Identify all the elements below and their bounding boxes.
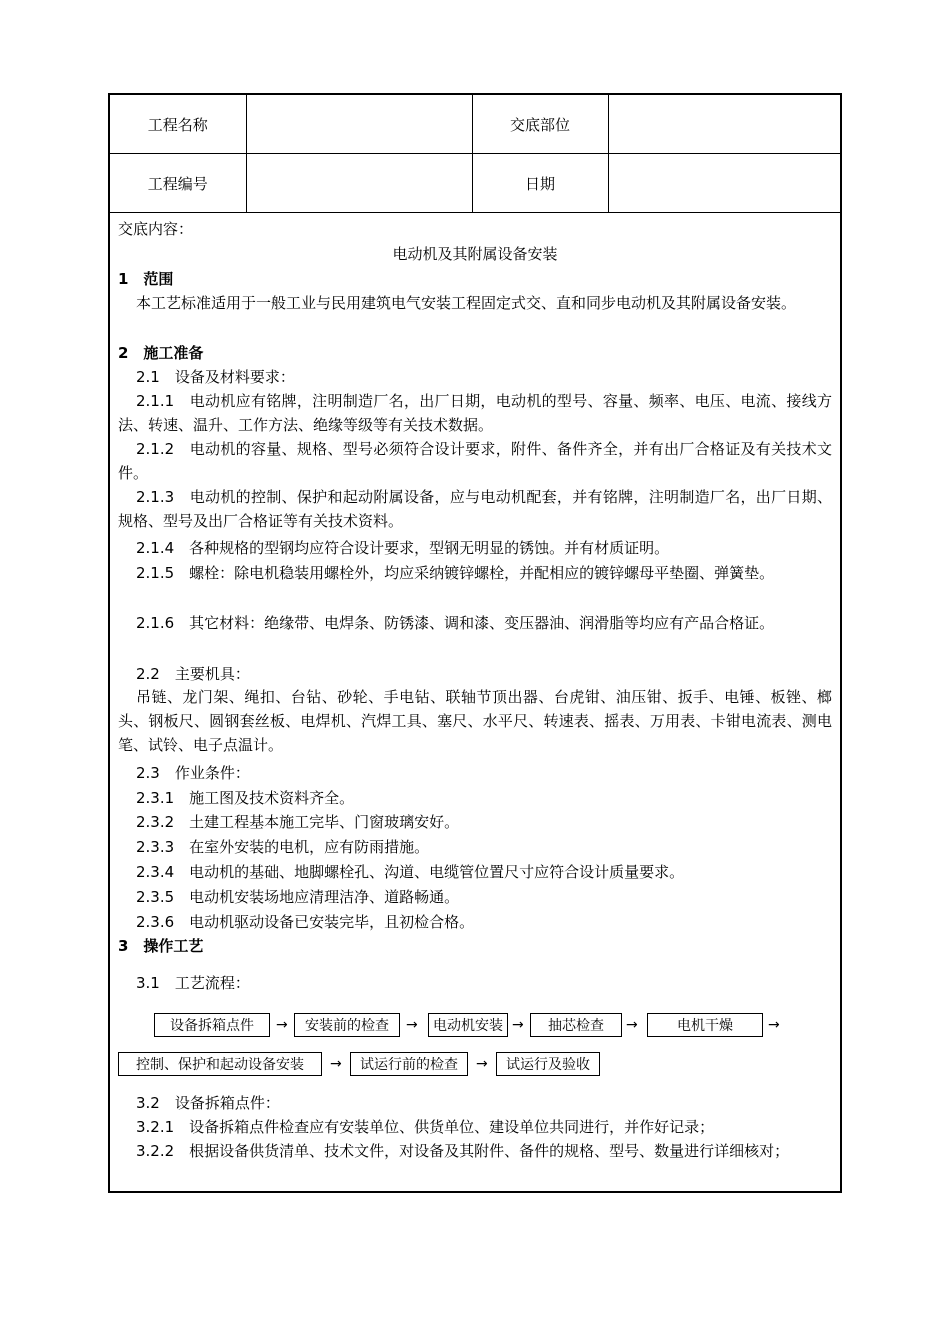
section-2-1-4: 2.1.4 各种规格的型钢均应符合设计要求，型钢无明显的锈蚀。并有材质证明。 bbox=[136, 539, 670, 557]
section-2-2: 2.2 主要机具： bbox=[136, 665, 250, 683]
section-2-3-6: 2.3.6 电动机驱动设备已安装完毕，且初检合格。 bbox=[136, 913, 475, 931]
section-2-1-6: 2.1.6 其它材料：绝缘带、电焊条、防锈漆、调和漆、变压器油、润滑脂等均应有产品合格证。 bbox=[136, 614, 775, 632]
section-2-3-3: 2.3.3 在室外安装的电机，应有防雨措施。 bbox=[136, 838, 430, 856]
section-2-3-4: 2.3.4 电动机的基础、地脚螺栓孔、沟道、电缆管位置尺寸应符合设计质量要求。 bbox=[136, 863, 685, 881]
date-label: 日期 bbox=[472, 154, 608, 213]
project-name-label: 工程名称 bbox=[110, 95, 246, 154]
section-2-3-1: 2.3.1 施工图及技术资料齐全。 bbox=[136, 789, 355, 807]
section-2-1: 2.1 设备及材料要求： bbox=[136, 368, 295, 386]
section-2-heading: 2 施工准备 bbox=[118, 344, 204, 362]
section-1-heading: 1 范围 bbox=[118, 270, 174, 288]
flow-step-pre-run-check: 试运行前的检查 bbox=[350, 1052, 468, 1076]
section-1-text: 本工艺标准适用于一般工业与民用建筑电气安装工程固定式交、直和同步电动机及其附属设备安装。 bbox=[136, 294, 797, 312]
header-table bbox=[110, 95, 840, 213]
flow-step-trial-run-acceptance: 试运行及验收 bbox=[496, 1052, 600, 1076]
project-number-value bbox=[246, 154, 472, 213]
content-intro: 交底内容： bbox=[118, 220, 194, 238]
project-name-value bbox=[246, 95, 472, 154]
flow-arrow: → bbox=[512, 1017, 524, 1033]
section-2-3-2: 2.3.2 土建工程基本施工完毕、门窗玻璃安好。 bbox=[136, 813, 460, 831]
document-frame bbox=[108, 93, 842, 1193]
flow-arrow: → bbox=[768, 1017, 780, 1033]
project-number-label: 工程编号 bbox=[110, 154, 246, 213]
section-2-2-text: 吊链、龙门架、绳扣、台钻、砂轮、手电钻、联轴节顶出器、台虎钳、油压钳、扳手、电锤、板锉、榔头、钢板尺、圆钢套丝板、电焊机、汽焊工具、塞尺、水平尺、转速表、摇表、万用表、卡钳电流表、测电笔、试铃、电子点温计。 bbox=[118, 688, 832, 754]
flow-step-unpacking: 设备拆箱点件 bbox=[154, 1013, 270, 1037]
section-2-1-3: 2.1.3 电动机的控制、保护和起动附属设备，应与电动机配套，并有铭牌，注明制造厂名，出厂日期、规格、型号及出厂合格证等有关技术资料。 bbox=[118, 488, 832, 530]
section-2-1-5: 2.1.5 螺栓：除电机稳装用螺栓外，均应采纳镀锌螺栓，并配相应的镀锌螺母平垫圈、弹簧垫。 bbox=[136, 564, 775, 582]
section-2-1-1: 2.1.1 电动机应有铭牌，注明制造厂名，出厂日期，电动机的型号、容量、频率、电压、电流、接线方法、转速、温升、工作方法、绝缘等级等有关技术数据。 bbox=[118, 392, 832, 434]
section-3-2: 3.2 设备拆箱点件： bbox=[136, 1094, 280, 1112]
flow-step-pre-install-check: 安装前的检查 bbox=[294, 1013, 400, 1037]
section-2-3-5: 2.3.5 电动机安装场地应清理洁净、道路畅通。 bbox=[136, 888, 460, 906]
section-3-heading: 3 操作工艺 bbox=[118, 937, 204, 955]
flow-step-motor-install: 电动机安装 bbox=[428, 1013, 508, 1037]
section-3-2-2: 3.2.2 根据设备供货清单、技术文件，对设备及其附件、备件的规格、型号、数量进行详细核对； bbox=[136, 1142, 790, 1160]
flow-arrow: → bbox=[626, 1017, 638, 1033]
flow-step-motor-drying: 电机干燥 bbox=[647, 1013, 763, 1037]
flow-arrow: → bbox=[276, 1017, 288, 1033]
date-value bbox=[608, 154, 840, 213]
flow-arrow: → bbox=[406, 1017, 418, 1033]
section-3-1: 3.1 工艺流程： bbox=[136, 974, 250, 992]
flow-step-control-protection-install: 控制、保护和起动设备安装 bbox=[118, 1052, 322, 1076]
section-2-3: 2.3 作业条件： bbox=[136, 764, 250, 782]
disclosure-part-label: 交底部位 bbox=[472, 95, 608, 154]
disclosure-part-value bbox=[608, 95, 840, 154]
flow-step-core-inspection: 抽芯检查 bbox=[530, 1013, 622, 1037]
flow-arrow: → bbox=[476, 1056, 488, 1072]
flow-arrow: → bbox=[330, 1056, 342, 1072]
document-title: 电动机及其附属设备安装 bbox=[392, 245, 558, 263]
section-2-1-2: 2.1.2 电动机的容量、规格、型号必须符合设计要求，附件、备件齐全，并有出厂合格证及有关技术文件。 bbox=[118, 440, 832, 482]
section-3-2-1: 3.2.1 设备拆箱点件检查应有安装单位、供货单位、建设单位共同进行，并作好记录； bbox=[136, 1118, 715, 1136]
